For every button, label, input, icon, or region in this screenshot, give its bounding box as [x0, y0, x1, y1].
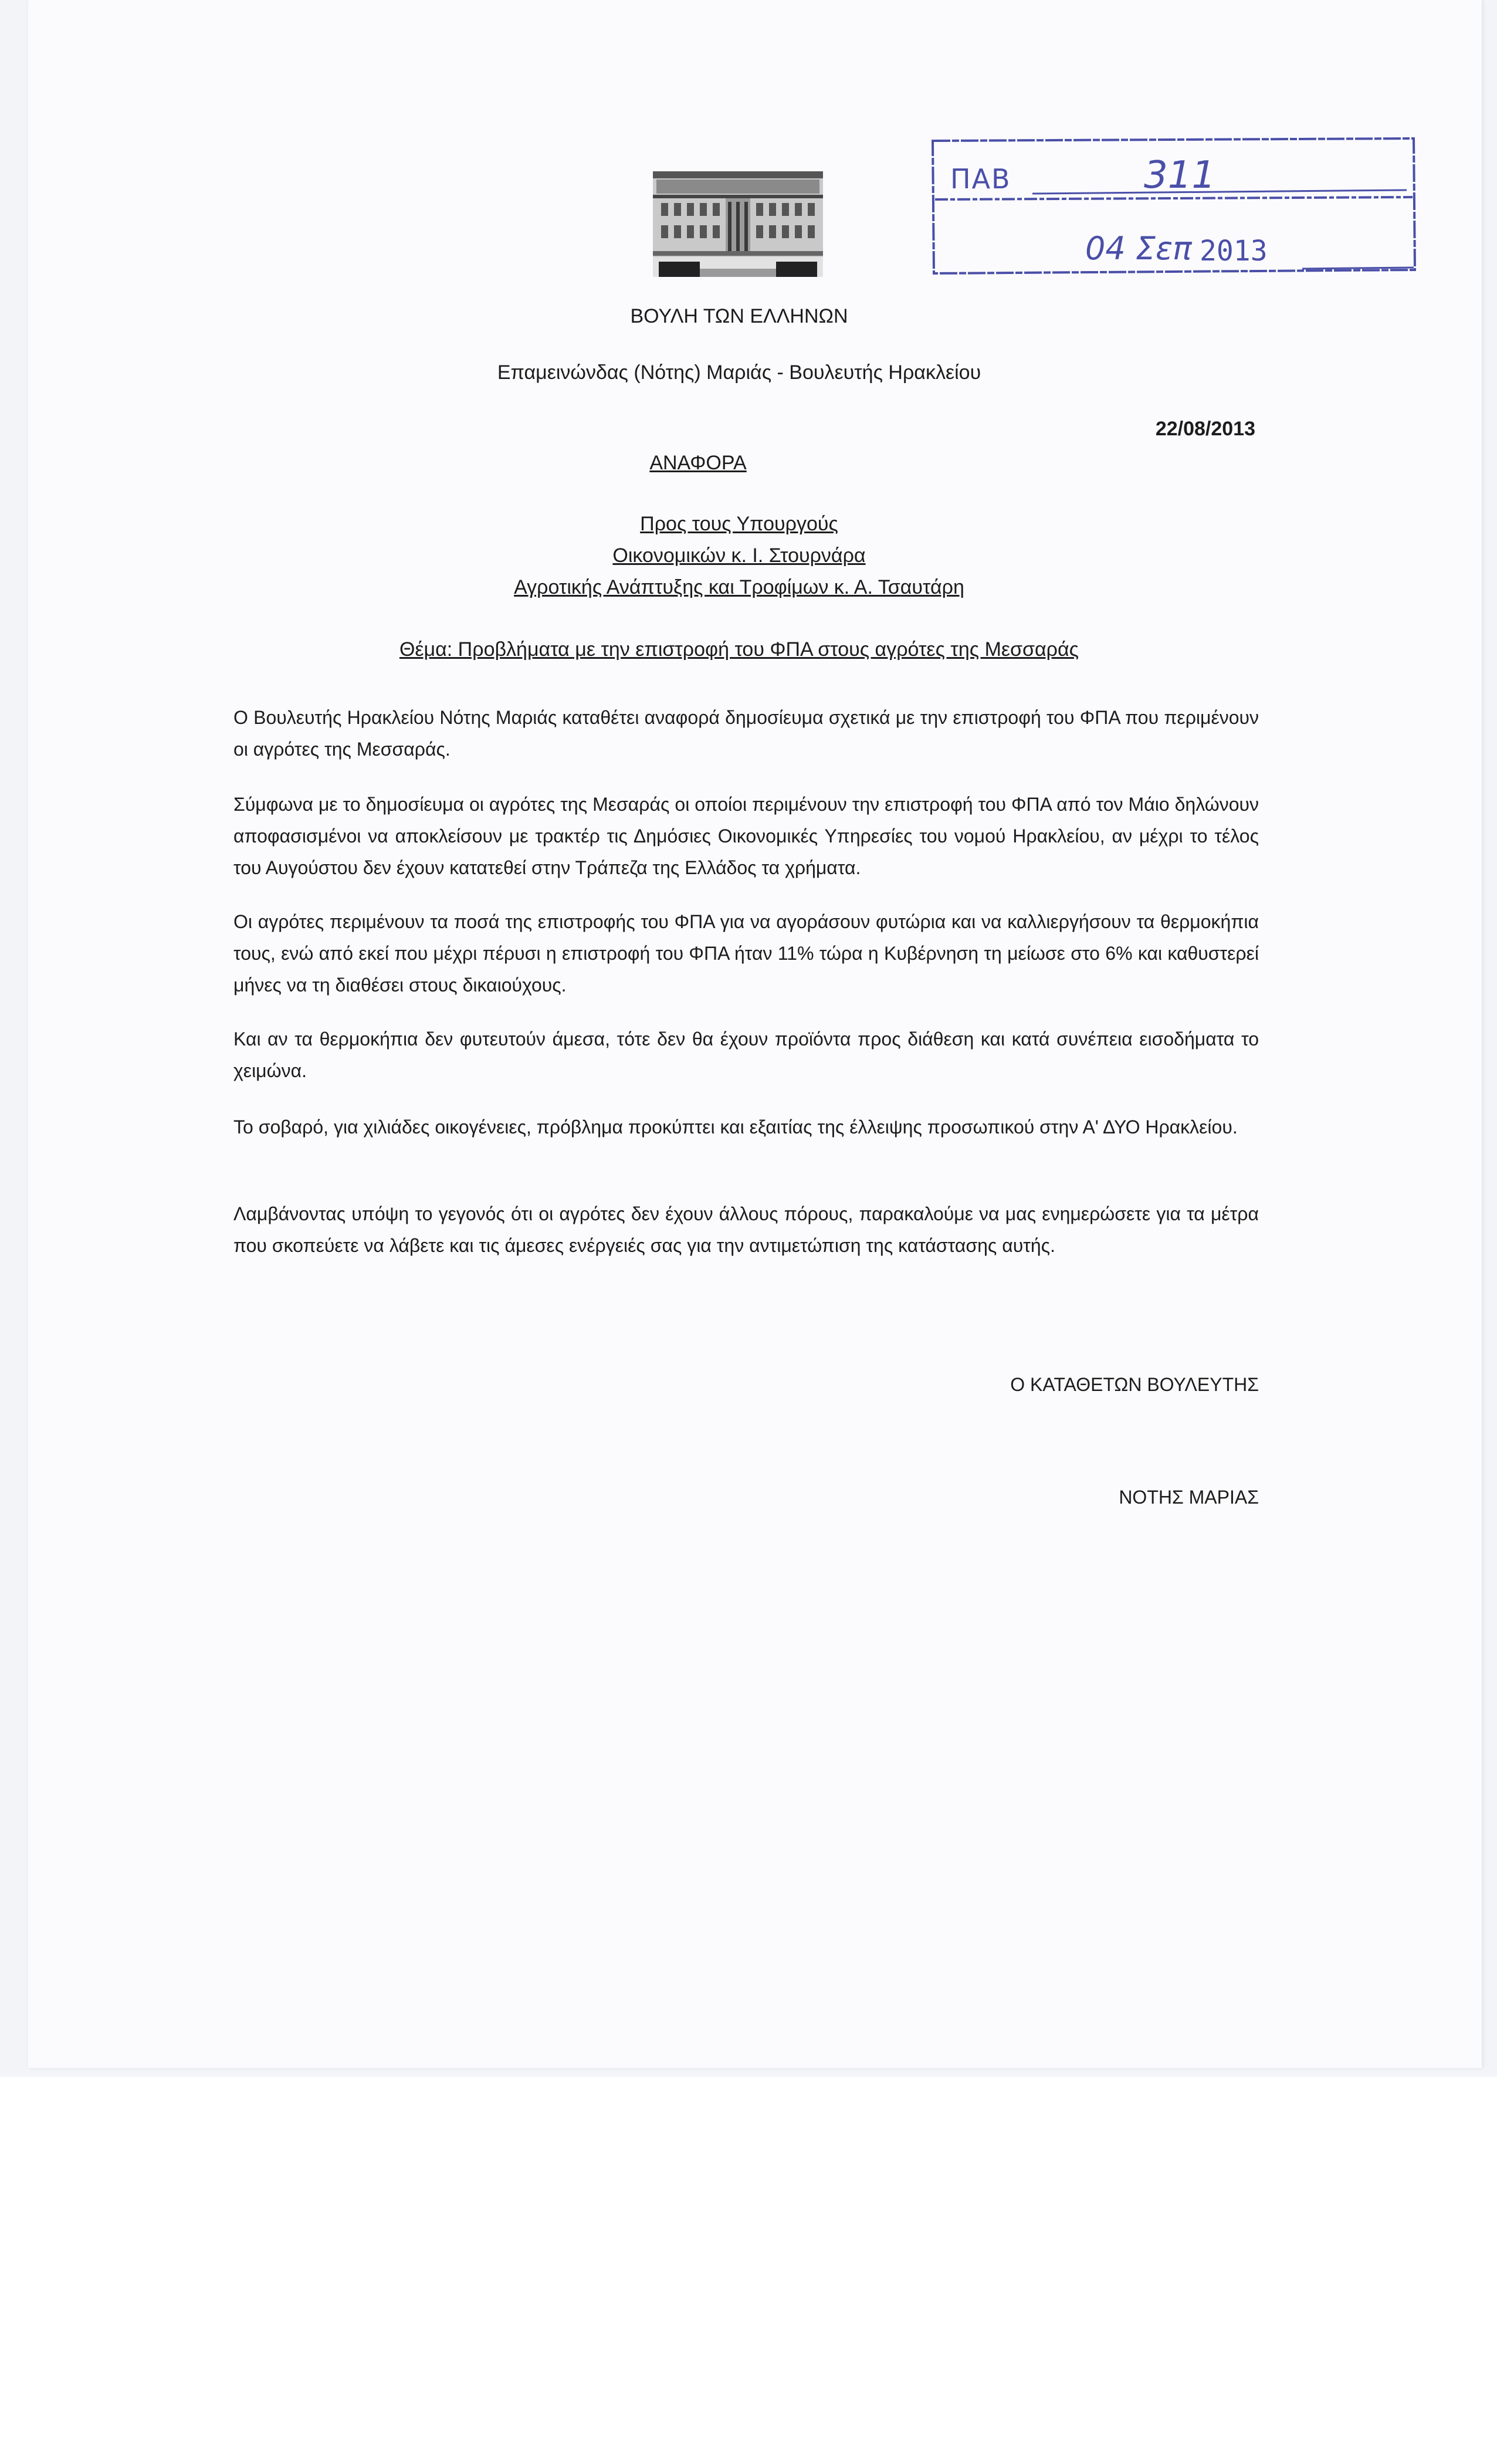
stamp-protocol-number: 311 [1144, 154, 1216, 197]
stamp-prefix: ΠΑΒ [950, 163, 1011, 195]
parliament-emblem-icon [653, 171, 823, 277]
document-date: 22/08/2013 [1155, 418, 1255, 440]
stamp-date: 04 Σεπ [1085, 230, 1192, 267]
body-paragraph: Το σοβαρό, για χιλιάδες οικογένειες, πρόβλημα προκύπτει και εξαιτίας της έλλειψης προσωπικού στην Α' ΔΥΟ Ηρακλείου. [233, 1116, 1238, 1138]
signature-role: Ο ΚΑΤΑΘΕΤΩΝ ΒΟΥΛΕΥΤΗΣ [1010, 1374, 1259, 1395]
recipients-line-1: Προς τους Υπουργούς [640, 513, 838, 535]
signature-name: ΝΟΤΗΣ ΜΑΡΙΑΣ [1119, 1487, 1259, 1508]
institution-name: ΒΟΥΛΗ ΤΩΝ ΕΛΛΗΝΩΝ [630, 305, 848, 327]
body-paragraph: Σύμφωνα με το δημοσίευμα οι αγρότες της Μεσαράς οι οποίοι περιμένουν την επιστροφή του ΦΠΑ από τον Μάιο δηλώνουν αποφασισμένοι να αποκλείσουν με τρακτέρ τις Δημόσιες Οικονομικές Υπηρεσίες του νομού Ηρακλείου, αν μέχρι το τέλος του Αυγούστου δεν έχουν κατατεθεί στην Τράπεζα της Ελλάδος τα χρήματα. [233, 794, 1259, 878]
stamp-year: 2013 [1200, 235, 1268, 268]
body-paragraph: Λαμβάνοντας υπόψη το γεγονός ότι οι αγρότες δεν έχουν άλλους πόρους, παρακαλούμε να μας ενημερώσετε για τα μέτρα που σκοπεύετε να λάβετε και τις άμεσες ενέργειές σας για την αντιμετώπιση της κατάστασης αυτής. [233, 1203, 1259, 1256]
body-paragraph: Οι αγρότες περιμένουν τα ποσά της επιστροφής του ΦΠΑ για να αγοράσουν φυτώρια και να καλλιεργήσουν τα θερμοκήπια τους, ενώ από εκεί που μέχρι πέρυσι η επιστροφή του ΦΠΑ ήταν 11% τώρα η Κυβέρνηση τη μείωσε στο 6% και καθυστερεί μήνες να τη διαθέσει στους δικαιούχους. [233, 911, 1259, 996]
document-type: ΑΝΑΦΟΡΑ [649, 452, 747, 474]
mp-name-line: Επαμεινώνδας (Νότης) Μαριάς - Βουλευτής Ηρακλείου [497, 361, 981, 384]
subject-line: Θέμα: Προβλήματα με την επιστροφή του ΦΠΑ στους αγρότες της Μεσσαράς [399, 638, 1079, 661]
recipients-line-2: Οικονομικών κ. Ι. Στουρνάρα [612, 544, 866, 567]
body-paragraph: Ο Βουλευτής Ηρακλείου Νότης Μαριάς καταθέτει αναφορά δημοσίευμα σχετικά με την επιστροφή του ΦΠΑ που περιμένουν οι αγρότες της Μεσσαράς. [233, 707, 1259, 760]
body-paragraph: Και αν τα θερμοκήπια δεν φυτευτούν άμεσα, τότε δεν θα έχουν προϊόντα προς διάθεση και κατά συνέπεια εισοδήματα το χειμώνα. [233, 1028, 1259, 1081]
recipients-line-3: Αγροτικής Ανάπτυξης και Τροφίμων κ. Α. Τσαυτάρη [514, 576, 964, 598]
